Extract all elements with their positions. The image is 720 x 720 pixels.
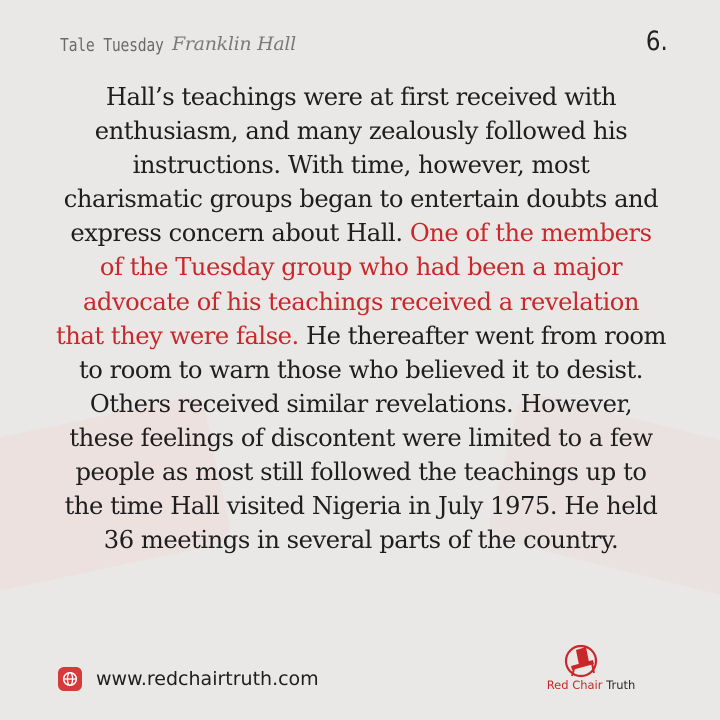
website-link[interactable] (58, 667, 319, 691)
text-line: instructions. With time, however, most (132, 151, 590, 180)
highlight-line: advocate of his teachings received a revelation (82, 287, 640, 316)
text-line (6, 319, 716, 353)
body-paragraph (6, 80, 716, 557)
text-line: enthusiasm, and many zealously followed his (94, 117, 628, 146)
website-url: www.redchairtruth.com (96, 668, 319, 690)
brand-name-red: Red Chair (546, 678, 603, 692)
text-line: 36 meetings in several parts of the country. (103, 526, 619, 555)
brand-logo (536, 640, 646, 700)
text-line: charismatic groups began to entertain doubts and (63, 185, 659, 214)
text-segment: express concern about Hall. (70, 219, 410, 248)
globe-icon (58, 667, 82, 691)
series-title: Tale Tuesday (60, 35, 164, 56)
text-line: Hall’s teachings were at first received with (105, 83, 617, 111)
text-line: the time Hall visited Nigeria in July 1975. He held (64, 492, 658, 521)
text-line: these feelings of discontent were limited to a few (69, 423, 653, 452)
highlight-segment: that they were false. (56, 321, 299, 350)
text-segment: He thereafter went from room (298, 321, 666, 350)
text-line: to room to warn those who believed it to desist. (78, 355, 644, 384)
brand-name-dark: Truth (602, 678, 636, 692)
header-title (60, 32, 296, 56)
brand-name (536, 678, 646, 692)
text-line (6, 216, 716, 250)
highlight-segment: One of the members (409, 219, 652, 248)
subject-name: Franklin Hall (172, 33, 296, 55)
text-line: people as most still followed the teachings up to (75, 458, 647, 487)
highlight-line: of the Tuesday group who had been a major (99, 253, 623, 282)
red-chair-logo-icon (536, 640, 646, 678)
text-line: Others received similar revelations. However, (89, 389, 633, 418)
page-number: 6. (646, 26, 668, 57)
